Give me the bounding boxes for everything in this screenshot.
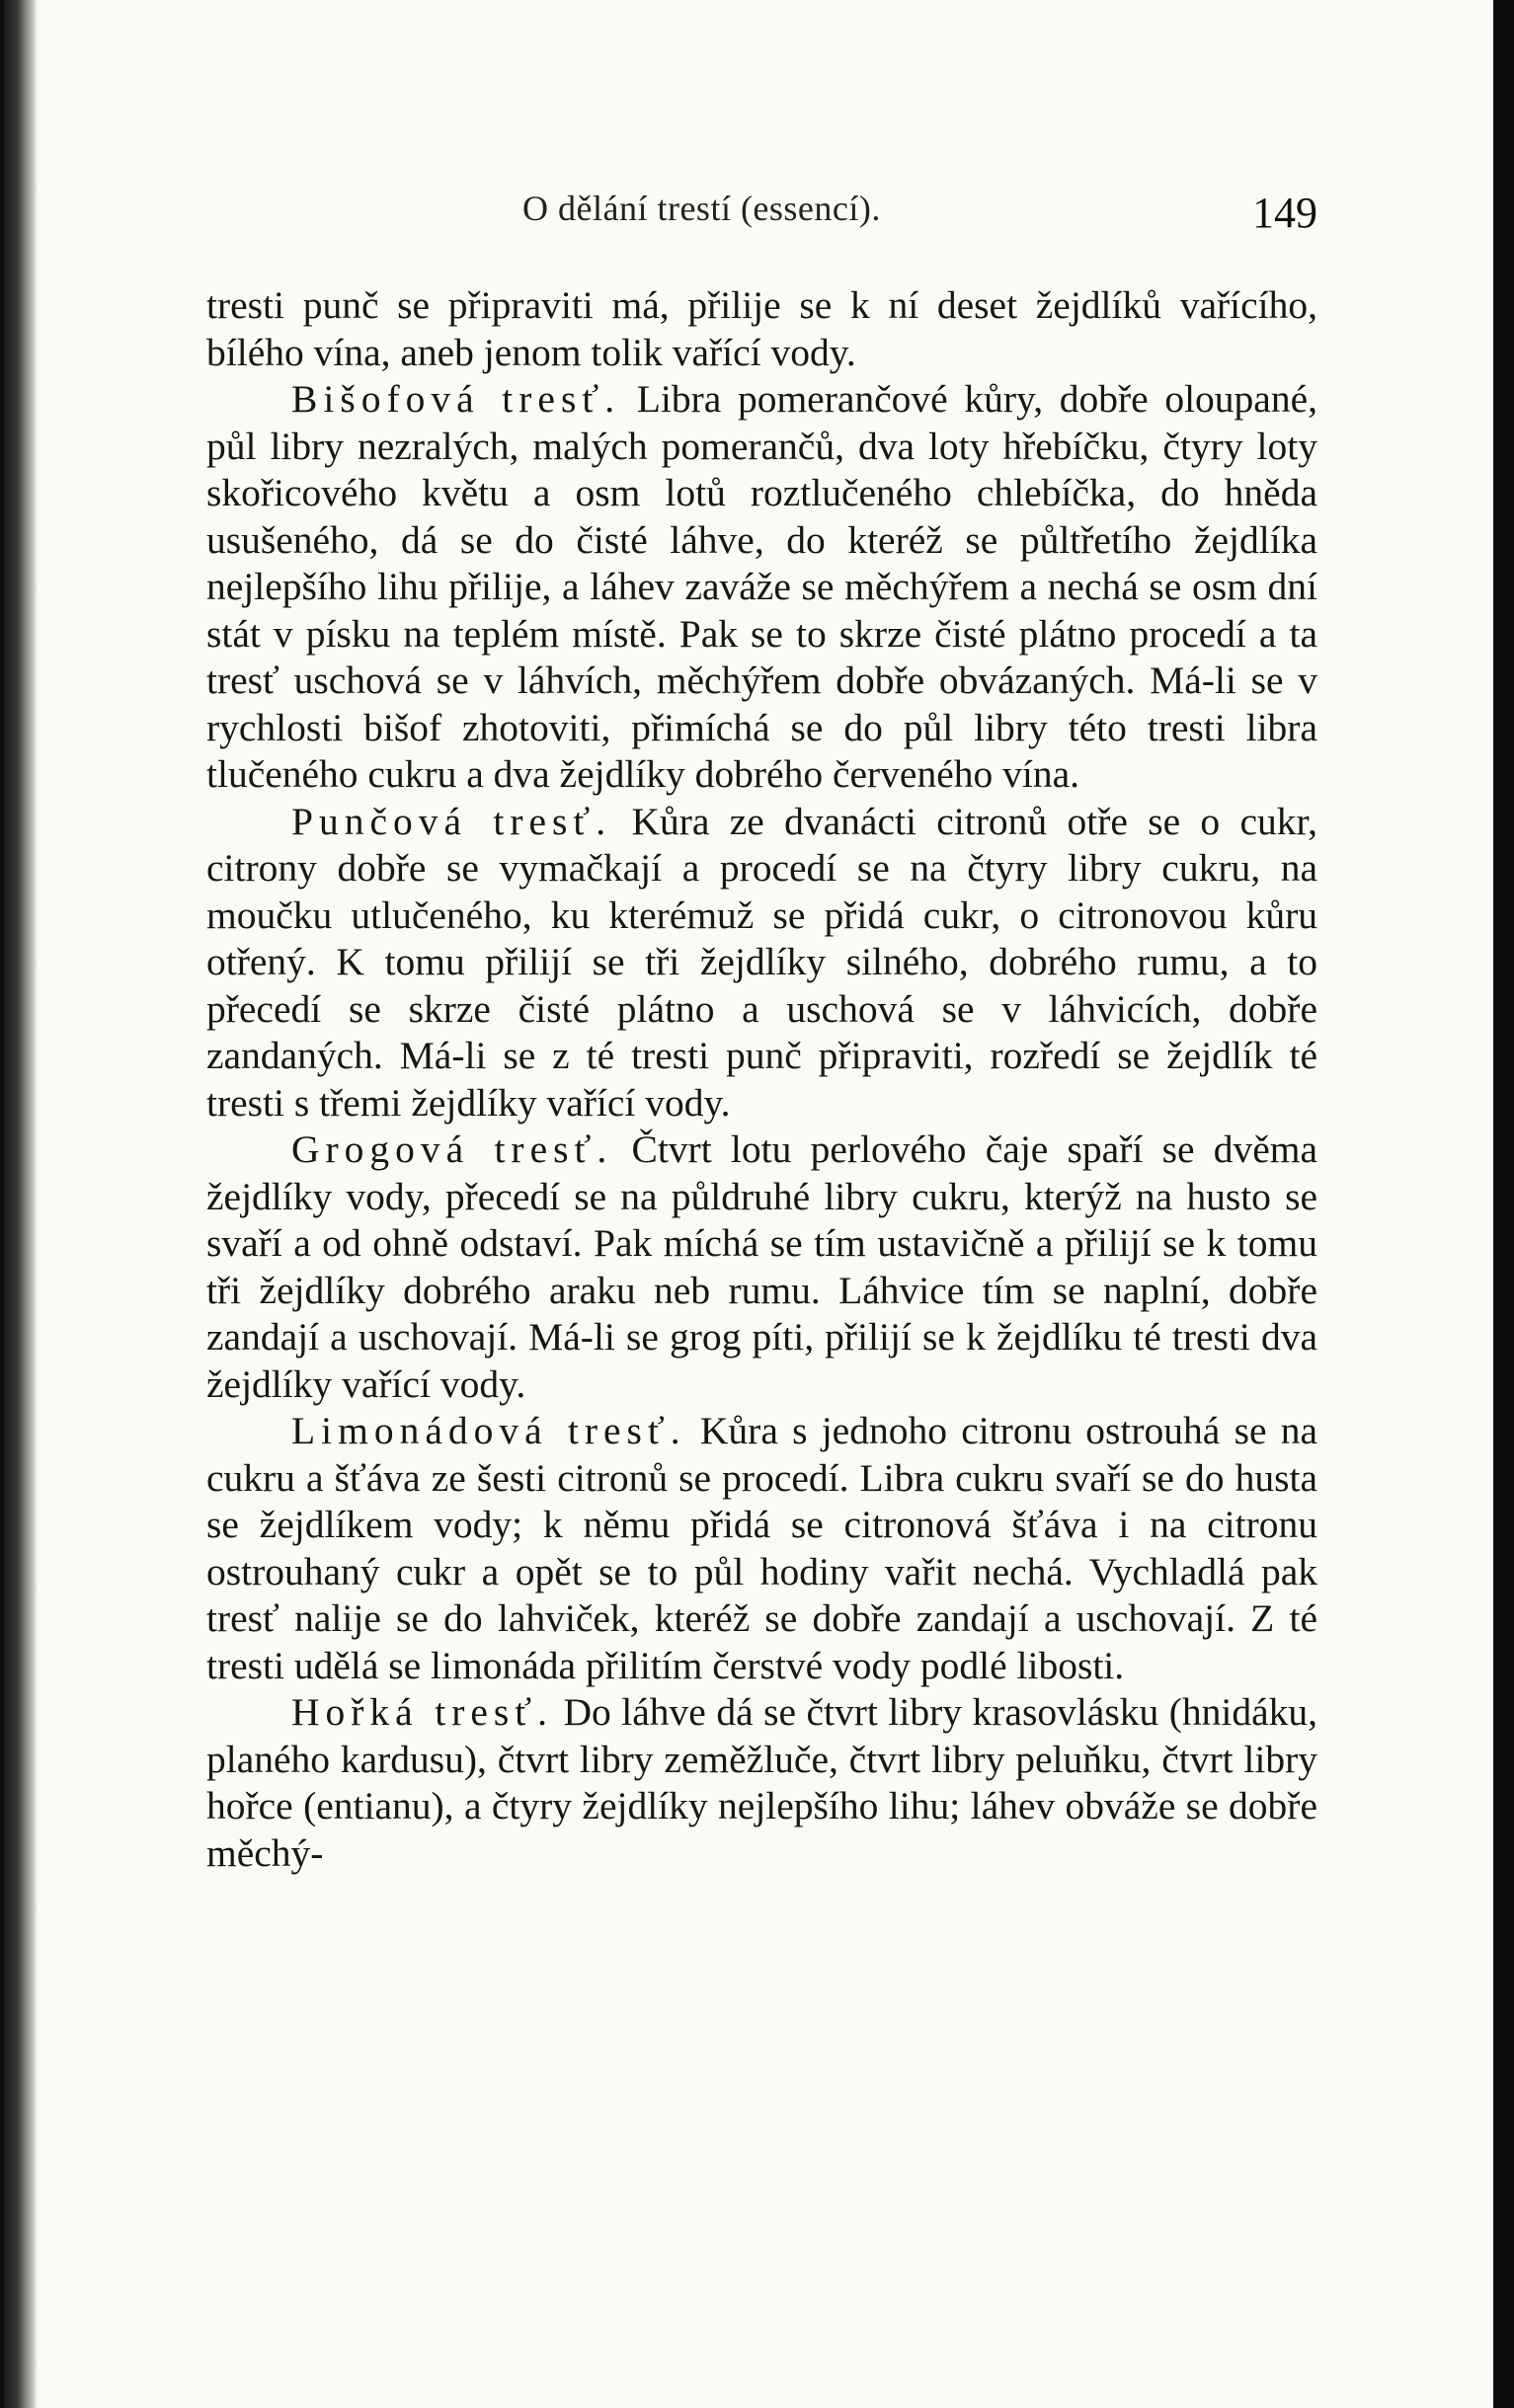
paragraph-puncova bbox=[206, 799, 1317, 1127]
book-page bbox=[4, 0, 1493, 2408]
running-title: O dělání trestí (essencí). bbox=[522, 189, 881, 228]
paragraph-limonadova bbox=[206, 1408, 1317, 1689]
body-text bbox=[206, 282, 1317, 1877]
paragraph-text: Čtvrt lotu perlového čaje spaří se dvěma žejdlíky vody, přecedí se na půldruhé libry cukru, kterýž na husto se svaří a od ohně odstaví. Pak míchá se tím ustavičně a přilijí se k tomu tři žejdlíky dobrého araku neb rumu. Láhvice tím se naplní, dobře zandají a uschovají. Má-li se grog píti, přilijí se k žejdlíku té tresti dva žejdlíky vařící vody. bbox=[206, 1127, 1317, 1406]
paragraph-bisofova bbox=[206, 376, 1317, 799]
paragraph-text: Kůra ze dvanácti citronů otře se o cukr, citrony dobře se vymačkají a procedí se na čtyry libry cukru, na moučku utlučeného, ku kterémuž se přidá cukr, o citronovou kůru otřený. K tomu přilijí se tři žejdlíky silného, dobrého rumu, a to přecedí se skrze čisté plátno a uschová se v láhvicích, dobře zandaných. Má-li se z té tresti punč připraviti, rozředí se žejdlík té tresti s třemi žejdlíky vařící vody. bbox=[206, 799, 1317, 1125]
paragraph-continuation bbox=[206, 282, 1317, 376]
paragraph-text: tresti punč se připraviti má, přilije se k ní deset žejdlíků vařícího, bílého vína, aneb jenom tolik vařící vody. bbox=[206, 283, 1317, 374]
page-number: 149 bbox=[1252, 189, 1317, 237]
paragraph-horka bbox=[206, 1689, 1317, 1877]
paragraph-text: Kůra s jednoho citronu ostrouhá se na cukru a šťáva ze šesti citronů se procedí. Libra cukru svaří se do husta se žejdlíkem vody; k němu přidá se citronová šťáva i na citronu ostrouhaný cukr a opět se to půl hodiny vařit nechá. Vychladlá pak tresť nalije se do lahviček, kteréž se dobře zandají a uschovají. Z té tresti udělá se limonáda přilitím čerstvé vody podlé libosti. bbox=[206, 1409, 1317, 1687]
recipe-heading: Grogová tresť. bbox=[291, 1127, 613, 1171]
page-header bbox=[206, 170, 1317, 249]
paragraph-text: Do láhve dá se čtvrt libry krasovlásku (hnidáku, planého kardusu), čtvrt libry zeměžluče, čtvrt libry peluňku, čtvrt libry hořce (entianu), a čtyry žejdlíky nejlepšího lihu; láhev obváže se dobře měchý- bbox=[206, 1690, 1317, 1875]
recipe-heading: Hořká tresť. bbox=[291, 1690, 553, 1734]
recipe-heading: Bišofová tresť. bbox=[291, 377, 621, 421]
recipe-heading: Punčová tresť. bbox=[291, 799, 612, 843]
recipe-heading: Limonádová tresť. bbox=[291, 1409, 686, 1452]
paragraph-grogova bbox=[206, 1126, 1317, 1408]
page-binding-edge bbox=[4, 0, 38, 2408]
paragraph-text: Libra pomerančové kůry, dobře oloupané, půl libry nezralých, malých pomerančů, dva loty hřebíčku, čtyry loty skořicového květu a osm lotů roztlučeného chlebíčka, do hněda usušeného, dá se do čisté láhve, do kteréž se půltřetího žejdlíka nejlepšího lihu přilije, a láhev zaváže se měchýřem a nechá se osm dní stát v písku na teplém místě. Pak se to skrze čisté plátno procedí a ta tresť uschová se v láhvích, měchýřem dobře obvázaných. Má-li se v rychlosti bišof zhotoviti, přimíchá se do půl libry této tresti libra tlučeného cukru a dva žejdlíky dobrého červeného vína. bbox=[206, 377, 1317, 796]
